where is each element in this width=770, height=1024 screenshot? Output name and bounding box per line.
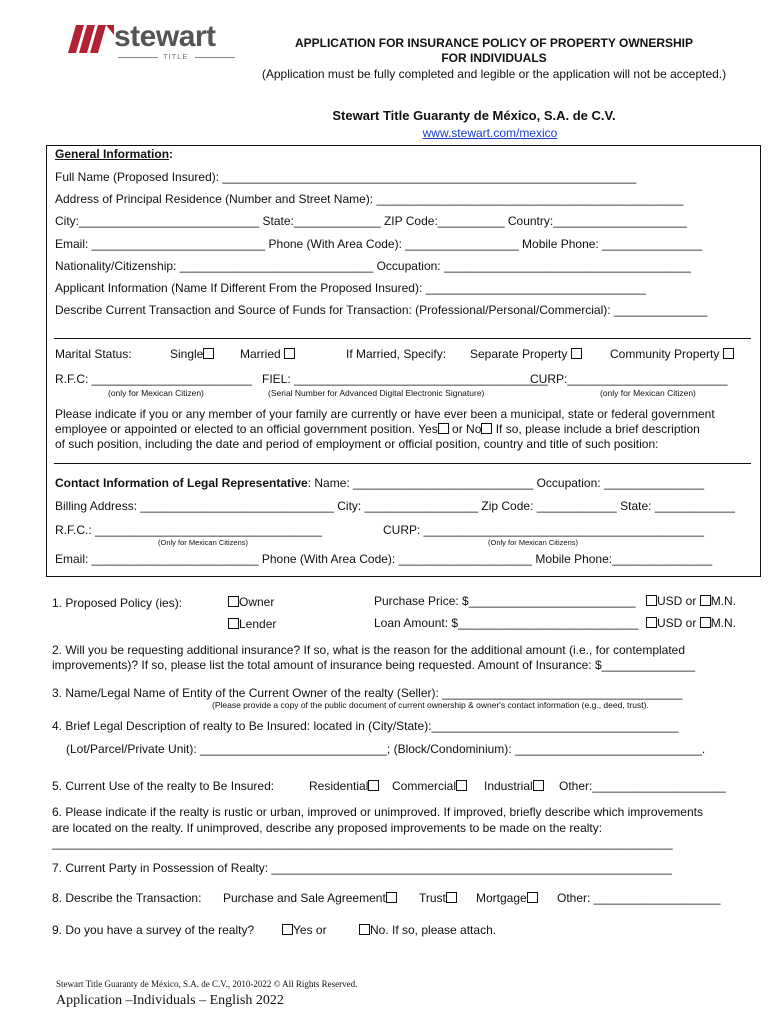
commercial-checkbox[interactable] bbox=[456, 780, 467, 791]
pep-question-line3: of such position, including the date and period of employment or official position, country and title of such position: bbox=[55, 437, 659, 451]
loan-mn-checkbox[interactable] bbox=[700, 617, 711, 628]
q1-label: 1. Proposed Policy (ies): bbox=[52, 596, 183, 610]
q4-field[interactable]: 4. Brief Legal Description of realty to Be Insured: located in (City/State):_____________________________________ bbox=[52, 719, 679, 733]
rfc-field[interactable]: R.F.C: ________________________ bbox=[55, 372, 252, 386]
purchase-usd-checkbox[interactable] bbox=[646, 595, 657, 606]
purchase-sale-option[interactable]: Purchase and Sale Agreement bbox=[223, 891, 397, 905]
single-checkbox[interactable] bbox=[203, 348, 214, 359]
commercial-option[interactable]: Commercial bbox=[392, 779, 467, 793]
community-property-option[interactable]: Community Property bbox=[610, 347, 734, 361]
q5-other-field[interactable]: Other:____________________ bbox=[559, 779, 726, 793]
loan-usd-checkbox[interactable] bbox=[646, 617, 657, 628]
q6-line2: are located on the realty. If unimproved, describe any proposed improvements to be made on the realty: bbox=[52, 821, 603, 835]
purchase-currency-options[interactable]: USD or M.N. bbox=[646, 594, 736, 608]
company-name: Stewart Title Guaranty de México, S.A. de C.V. bbox=[332, 108, 616, 123]
pep-description-line[interactable] bbox=[54, 463, 751, 464]
email-phone-field[interactable]: Email: __________________________ Phone (With Area Code): _________________ Mobile Phone: _______________ bbox=[55, 237, 703, 251]
pep-no-checkbox[interactable] bbox=[481, 423, 492, 434]
survey-yes-option[interactable]: Yes or bbox=[282, 923, 327, 937]
separate-property-option[interactable]: Separate Property bbox=[470, 347, 582, 361]
trust-checkbox[interactable] bbox=[446, 892, 457, 903]
trust-option[interactable]: Trust bbox=[419, 891, 457, 905]
legal-rep-curp-field[interactable]: CURP: __________________________________________ bbox=[383, 523, 704, 537]
loan-currency-options[interactable]: USD or M.N. bbox=[646, 616, 736, 630]
if-married-label: If Married, Specify: bbox=[346, 347, 447, 361]
loan-amount-field[interactable]: Loan Amount: $___________________________ bbox=[374, 616, 639, 630]
residential-checkbox[interactable] bbox=[368, 780, 379, 791]
married-option[interactable]: Married bbox=[240, 347, 295, 361]
transaction-continuation-line[interactable] bbox=[54, 338, 751, 339]
q9-label: 9. Do you have a survey of the realty? bbox=[52, 923, 255, 937]
full-name-field[interactable]: Full Name (Proposed Insured): ______________________________________________________________ bbox=[55, 170, 637, 184]
company-website-link[interactable]: www.stewart.com/mexico bbox=[422, 126, 558, 140]
transaction-description-field[interactable]: Describe Current Transaction and Source of Funds for Transaction: (Professional/Personal/Commercial): ______________ bbox=[55, 303, 708, 317]
pep-question-line1: Please indicate if you or any member of your family are currently or have ever been a municipal, state or federal government bbox=[55, 407, 715, 421]
city-state-zip-country-field[interactable]: City:___________________________ State:_____________ ZIP Code:__________ Country:____________________ bbox=[55, 214, 687, 228]
q8-other-field[interactable]: Other: ___________________ bbox=[557, 891, 721, 905]
q3-field[interactable]: 3. Name/Legal Name of Entity of the Current Owner of the realty (Seller): ____________________________________ bbox=[52, 686, 683, 700]
legal-rep-heading: Contact Information of Legal Representative bbox=[55, 476, 308, 490]
nationality-occupation-field[interactable]: Nationality/Citizenship: _____________________________ Occupation: _____________________________________ bbox=[55, 259, 691, 273]
fiel-field[interactable]: FIEL: ______________________________________ bbox=[262, 372, 548, 386]
address-field[interactable]: Address of Principal Residence (Number and Street Name): ______________________________________________ bbox=[55, 192, 684, 206]
stewart-logo bbox=[68, 20, 238, 65]
mortgage-checkbox[interactable] bbox=[527, 892, 538, 903]
purchase-mn-checkbox[interactable] bbox=[700, 595, 711, 606]
applicant-info-field[interactable]: Applicant Information (Name If Different From the Proposed Insured): _________________________________ bbox=[55, 281, 646, 295]
separate-property-checkbox[interactable] bbox=[571, 348, 582, 359]
billing-address-field[interactable]: Billing Address: _____________________________ City: _________________ Zip Code: ____________ State: ____________ bbox=[55, 499, 735, 513]
q7-field[interactable]: 7. Current Party in Possession of Realty: ____________________________________________________________ bbox=[52, 861, 672, 875]
survey-yes-checkbox[interactable] bbox=[282, 924, 293, 935]
q8-label: 8. Describe the Transaction: bbox=[52, 891, 202, 905]
logo-rule-left bbox=[118, 57, 158, 58]
purchase-sale-checkbox[interactable] bbox=[386, 892, 397, 903]
single-option[interactable]: Single bbox=[170, 347, 214, 361]
fiel-note: (Serial Number for Advanced Digital Electronic Signature) bbox=[268, 388, 485, 398]
logo-rule-right bbox=[195, 57, 235, 58]
lender-option[interactable]: Lender bbox=[228, 617, 276, 631]
logo-text: stewart bbox=[114, 20, 216, 53]
pep-yes-checkbox[interactable] bbox=[438, 423, 449, 434]
purchase-price-field[interactable]: Purchase Price: $_________________________ bbox=[374, 594, 636, 608]
lender-checkbox[interactable] bbox=[228, 618, 239, 629]
legal-rep-rfc-field[interactable]: R.F.C.: __________________________________ bbox=[55, 523, 322, 537]
curp-note: (only for Mexican Citizen) bbox=[600, 388, 696, 398]
rfc-note: (only for Mexican Citizen) bbox=[108, 388, 204, 398]
logo-stripes-icon bbox=[68, 25, 114, 53]
marital-status-label: Marital Status: bbox=[55, 347, 132, 361]
q2-line1: 2. Will you be requesting additional insurance? If so, what is the reason for the additional amount (i.e., for contemplated bbox=[52, 643, 686, 657]
mortgage-option[interactable]: Mortgage bbox=[476, 891, 538, 905]
owner-checkbox[interactable] bbox=[228, 596, 239, 607]
legal-rep-rfc-note: (Only for Mexican Citizens) bbox=[158, 538, 249, 547]
general-info-heading: General Information: bbox=[55, 147, 174, 161]
residential-option[interactable]: Residential bbox=[309, 779, 379, 793]
legal-rep-heading-line[interactable]: Contact Information of Legal Representative: Name: ___________________________ Occupation: _______________ bbox=[55, 476, 705, 490]
q6-line1: 6. Please indicate if the realty is rustic or urban, improved or unimproved. If improved, briefly describe which improvements bbox=[52, 805, 703, 819]
q4-lot-block-field[interactable]: (Lot/Parcel/Private Unit): ____________________________; (Block/Condominium): ____________________________. bbox=[66, 742, 706, 756]
form-title-line2: FOR INDIVIDUALS bbox=[441, 51, 547, 65]
survey-no-checkbox[interactable] bbox=[359, 924, 370, 935]
survey-no-option[interactable]: No. If so, please attach. bbox=[359, 923, 496, 937]
legal-rep-curp-note: (Only for Mexican Citizens) bbox=[488, 538, 579, 547]
footer-document-name: Application –Individuals – English 2022 bbox=[56, 993, 284, 1008]
owner-option[interactable]: Owner bbox=[228, 595, 274, 609]
industrial-option[interactable]: Industrial bbox=[484, 779, 544, 793]
q6-answer-line[interactable]: _____________________________________________________________________________________________ bbox=[52, 836, 673, 850]
q3-note: (Please provide a copy of the public document of current ownership & owner's contact information (e.g., deed, trust). bbox=[212, 700, 649, 710]
q5-label: 5. Current Use of the realty to Be Insured: bbox=[52, 779, 275, 793]
logo-sub: TITLE bbox=[163, 52, 189, 61]
footer-copyright: Stewart Title Guaranty de México, S.A. de C.V., 2010-2022 © All Rights Reserved. bbox=[56, 979, 358, 989]
curp-field[interactable]: CURP:________________________ bbox=[530, 372, 728, 386]
q2-line2[interactable]: improvements)? If so, please list the total amount of insurance being requested. Amount of Insurance: $______________ bbox=[52, 658, 696, 672]
form-title-line1: APPLICATION FOR INSURANCE POLICY OF PROPERTY OWNERSHIP bbox=[294, 36, 694, 50]
form-instructions: (Application must be fully completed and legible or the application will not be accepted.) bbox=[261, 67, 727, 81]
legal-rep-email-phone-field[interactable]: Email: _________________________ Phone (With Area Code): ____________________ Mobile Phone:_______________ bbox=[55, 552, 713, 566]
married-checkbox[interactable] bbox=[284, 348, 295, 359]
community-property-checkbox[interactable] bbox=[723, 348, 734, 359]
industrial-checkbox[interactable] bbox=[533, 780, 544, 791]
pep-question-line2: employee or appointed or elected to an official government position. Yes or No If so, please include a brief description bbox=[55, 422, 700, 436]
